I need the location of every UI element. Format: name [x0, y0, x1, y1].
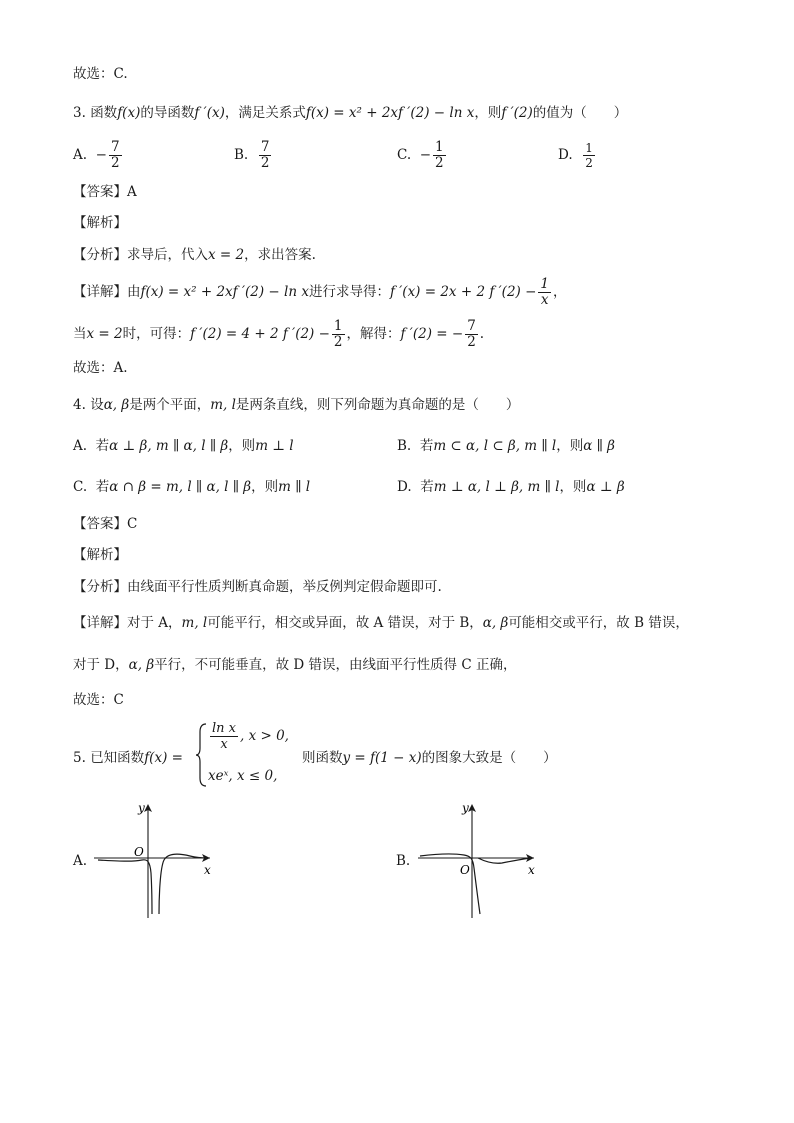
detail-text: 当 [73, 326, 87, 342]
detail-text: 进行求导得： [308, 284, 390, 300]
q4-detail-line1 [73, 613, 689, 633]
option-fraction [109, 138, 122, 171]
option-sign: − [419, 147, 432, 163]
denominator: x [540, 292, 549, 308]
detail-math: f ′(2) = 4 + 2 f ′(2) − [190, 326, 330, 342]
q3-math-fx: f(x) [117, 105, 141, 121]
option-text: ，则 [556, 438, 584, 454]
q4-math-ml: m, l [210, 397, 236, 413]
q5-math-fx: f(x) = [144, 750, 183, 766]
q3-math-fpx: f ′(x) [194, 105, 225, 121]
numerator: 1 [540, 275, 549, 292]
option-label: A. [73, 438, 88, 454]
graph-a-y-label: y [138, 801, 145, 815]
q3-option-c [397, 138, 448, 172]
detail-math: f ′(2) = − [400, 326, 464, 342]
q3-stem-text: ，满足关系式 [224, 105, 306, 121]
q4-stem-text: 设 [90, 397, 104, 413]
q4-math-ab: α, β [103, 397, 130, 413]
detail-fraction [465, 317, 478, 350]
piecewise-case-2 [208, 766, 277, 786]
q5-stem-text: 则函数 [302, 750, 343, 766]
option-text: ，则 [559, 479, 587, 495]
numerator: 7 [110, 138, 120, 155]
q3-number: 3. [73, 105, 86, 121]
q3-stem-text: ，则 [474, 105, 502, 121]
detail-math: f(x) = x² + 2xf ′(2) − ln x [140, 284, 309, 300]
option-fraction [259, 138, 272, 171]
analysis-text: 求导后，代入 [127, 247, 208, 263]
option-fraction [583, 142, 595, 169]
option-math: α ⊥ β [586, 479, 625, 495]
answer-value: A [127, 184, 137, 200]
piecewise-case-1 [208, 722, 289, 751]
detail-text: 时，可得： [122, 326, 191, 342]
q4-detail-line2 [73, 655, 516, 675]
q3-math-fp2: f ′(2) [501, 105, 533, 121]
q5-number: 5. [73, 750, 86, 766]
graph-a-curve-left [98, 860, 152, 914]
graph-b-curve-left [420, 854, 480, 914]
analysis-math: x = 2 [208, 247, 245, 263]
q3-jiexi-heading: 【解析】 [73, 215, 127, 231]
graph-a-label: A. [73, 853, 88, 869]
analysis-text: ，求出答案. [244, 247, 316, 263]
analysis-tag: 【分析】 [73, 579, 127, 595]
q5-math-y: y = f(1 − x) [342, 750, 422, 766]
option-label: C. [73, 479, 88, 495]
option-math: m ⊥ α, l ⊥ β, m ∥ l [433, 479, 560, 495]
option-label: D. [558, 147, 573, 163]
numerator: 1 [585, 141, 593, 155]
q3-option-d [558, 138, 597, 172]
graph-b-x-label: x [528, 863, 535, 877]
q5-stem-text: 已知函数 [90, 750, 145, 766]
q3-stem-text: 的导函数 [140, 105, 195, 121]
detail-text: 由 [127, 284, 141, 300]
q3-stem-text: 的值为（ ） [532, 105, 628, 121]
graph-b [412, 798, 542, 922]
numerator: 7 [467, 317, 476, 334]
option-text: ，则 [228, 438, 256, 454]
q3-detail-line1 [73, 274, 567, 310]
q5-stem-text: 的图象大致是（ ） [421, 750, 557, 766]
previous-answer-line: 故选：C. [73, 66, 128, 82]
denominator: 2 [260, 155, 270, 171]
detail-math: α, β [128, 657, 155, 673]
option-text: 若 [419, 438, 434, 454]
q4-option-d [397, 477, 625, 497]
numerator: 7 [260, 138, 270, 155]
detail-text: ，解得： [346, 326, 401, 342]
detail-text: 可能相交或平行，故 B 错误， [508, 615, 689, 631]
detail-tag: 【详解】 [73, 284, 127, 300]
detail-math: α, β [482, 615, 509, 631]
option-math: α ∥ β [583, 438, 615, 454]
q3-detail-line2 [73, 316, 484, 352]
denominator: 2 [585, 156, 593, 170]
q4-final: 故选：C [73, 692, 124, 708]
q3-analysis [73, 245, 316, 265]
option-math: m ⊂ α, l ⊂ β, m ∥ l [433, 438, 557, 454]
denominator: 2 [435, 155, 444, 171]
option-sign: − [95, 147, 107, 163]
option-label: B. [234, 147, 249, 163]
option-label: C. [397, 147, 412, 163]
detail-text: 对于 D， [73, 657, 129, 673]
case-1-fraction [210, 722, 238, 751]
q3-answer [73, 182, 137, 202]
q3-stem-text: 函数 [90, 105, 118, 121]
detail-fraction [332, 317, 345, 350]
q3-stem [73, 103, 627, 123]
q5-stem-left [73, 748, 183, 768]
q3-option-b [234, 138, 273, 172]
detail-text: ， [553, 284, 567, 300]
q3-math-relation: f(x) = x² + 2xf ′(2) − ln x [305, 105, 475, 121]
detail-text: 对于 A， [127, 615, 182, 631]
graph-a-origin-label: O [134, 845, 144, 859]
case-1-condition: , x > 0, [240, 728, 289, 744]
option-text: ，则 [251, 479, 279, 495]
q3-option-a [73, 138, 124, 172]
option-text: 若 [95, 479, 110, 495]
q4-jiexi-heading: 【解析】 [73, 547, 127, 563]
denominator: 2 [467, 334, 476, 350]
option-math: α ⊥ β, m ∥ α, l ∥ β [109, 438, 229, 454]
q4-number: 4. [73, 397, 86, 413]
q4-stem [73, 395, 519, 415]
q4-stem-text: 是两条直线，则下列命题为真命题的是（ ） [235, 397, 520, 413]
graph-b-label: B. [396, 853, 411, 869]
option-label: A. [73, 147, 88, 163]
detail-text: 平行，不可能垂直，故 D 错误，由线面平行性质得 C 正确， [154, 657, 517, 673]
option-math: m ∥ l [278, 479, 311, 495]
detail-math: f ′(x) = 2x + 2 f ′(2) − [389, 284, 537, 300]
graph-b-y-label: y [462, 801, 469, 815]
q4-answer [73, 514, 137, 534]
option-math: m ⊥ l [255, 438, 294, 454]
graph-a-curve-right [159, 854, 208, 914]
numerator: ln x [212, 721, 236, 736]
q4-option-a [73, 436, 294, 456]
numerator: 1 [435, 138, 444, 155]
answer-value: C [127, 516, 138, 532]
option-label: B. [397, 438, 412, 454]
piecewise-brace [196, 722, 208, 788]
detail-tag: 【详解】 [73, 615, 127, 631]
detail-math: x = 2 [86, 326, 123, 342]
analysis-text: 由线面平行性质判断真命题，举反例判定假命题即可. [127, 579, 442, 595]
detail-text: . [479, 326, 485, 342]
option-text: 若 [420, 479, 434, 495]
graph-a [88, 798, 218, 922]
analysis-tag: 【分析】 [73, 247, 127, 263]
case-2-expression: xeˣ, x ≤ 0, [208, 768, 278, 784]
numerator: 1 [333, 317, 343, 334]
detail-text: 可能平行，相交或异面，故 A 错误，对于 B， [207, 615, 483, 631]
q4-option-c [73, 477, 310, 497]
graph-a-x-label: x [204, 863, 211, 877]
answer-tag: 【答案】 [73, 184, 127, 200]
answer-tag: 【答案】 [73, 516, 127, 532]
option-label: D. [397, 479, 412, 495]
option-text: 若 [95, 438, 110, 454]
detail-fraction [538, 275, 551, 308]
q4-analysis [73, 577, 442, 597]
denominator: 2 [333, 334, 343, 350]
graph-b-curve-right [478, 858, 532, 863]
denominator: 2 [110, 155, 120, 171]
graph-b-origin-label: O [460, 863, 470, 877]
q3-final: 故选：A. [73, 360, 128, 376]
detail-math: m, l [181, 615, 208, 631]
option-math: α ∩ β = m, l ∥ α, l ∥ β [109, 479, 252, 495]
q4-stem-text: 是两个平面， [129, 397, 211, 413]
q5-stem-right [302, 748, 557, 768]
q4-option-b [397, 436, 615, 456]
denominator: x [220, 737, 228, 752]
option-fraction [433, 138, 446, 171]
